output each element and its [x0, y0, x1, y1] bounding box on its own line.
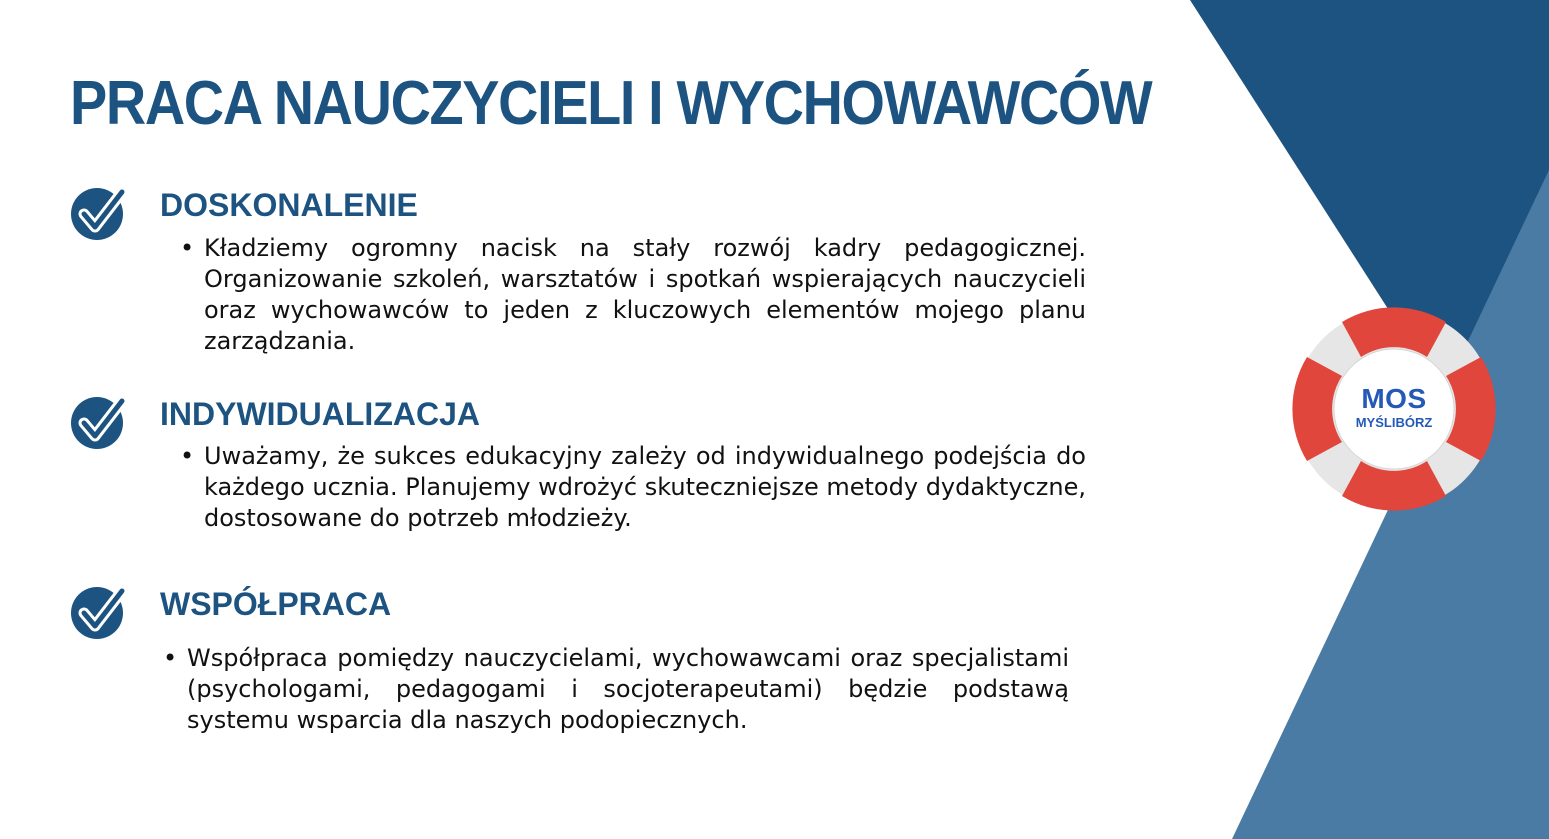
- section-heading: WSPÓŁPRACA: [160, 586, 392, 622]
- section-heading: DOSKONALENIE: [160, 187, 418, 223]
- bullet-item: [180, 233, 1086, 357]
- bullet-text: Uważamy, że sukces edukacyjny zależy od indywidualnego podejścia do każdego ucznia. Planujemy wdrożyć skuteczniejsze metody dydaktyczne, dostosowane do potrzeb młodzieży.: [204, 442, 1086, 532]
- bullet-item: [163, 643, 1069, 736]
- bullet-list: [180, 441, 1086, 534]
- bullet-item: [180, 441, 1086, 534]
- logo-text-city: MYŚLIBÓRZ: [1355, 415, 1433, 430]
- section-heading: INDYWIDUALIZACJA: [160, 396, 480, 432]
- bullet-dot: •: [163, 644, 178, 672]
- check-circle-icon: [70, 392, 128, 450]
- bullet-list: [163, 643, 1069, 736]
- bullet-dot: •: [180, 234, 195, 262]
- slide-title: PRACA NAUCZYCIELI I WYCHOWAWCÓW: [70, 69, 1152, 138]
- mos-logo: [1290, 305, 1498, 513]
- check-circle-icon: [70, 183, 128, 241]
- logo-text-mos: MOS: [1361, 383, 1427, 414]
- check-circle-icon: [70, 582, 128, 640]
- bullet-dot: •: [180, 442, 195, 470]
- bullet-text: Kładziemy ogromny nacisk na stały rozwój kadry pedagogicznej. Organizowanie szkoleń, warsztatów i spotkań wspierających nauczycieli oraz wychowawców to jeden z kluczowych elementów mojego planu zarządzania.: [204, 234, 1086, 355]
- bullet-list: [180, 233, 1086, 357]
- bullet-text: Współpraca pomiędzy nauczycielami, wychowawcami oraz specjalistami (psychologami, pedagogami i socjoterapeutami) będzie podstawą systemu wsparcia dla naszych podopiecznych.: [187, 644, 1069, 734]
